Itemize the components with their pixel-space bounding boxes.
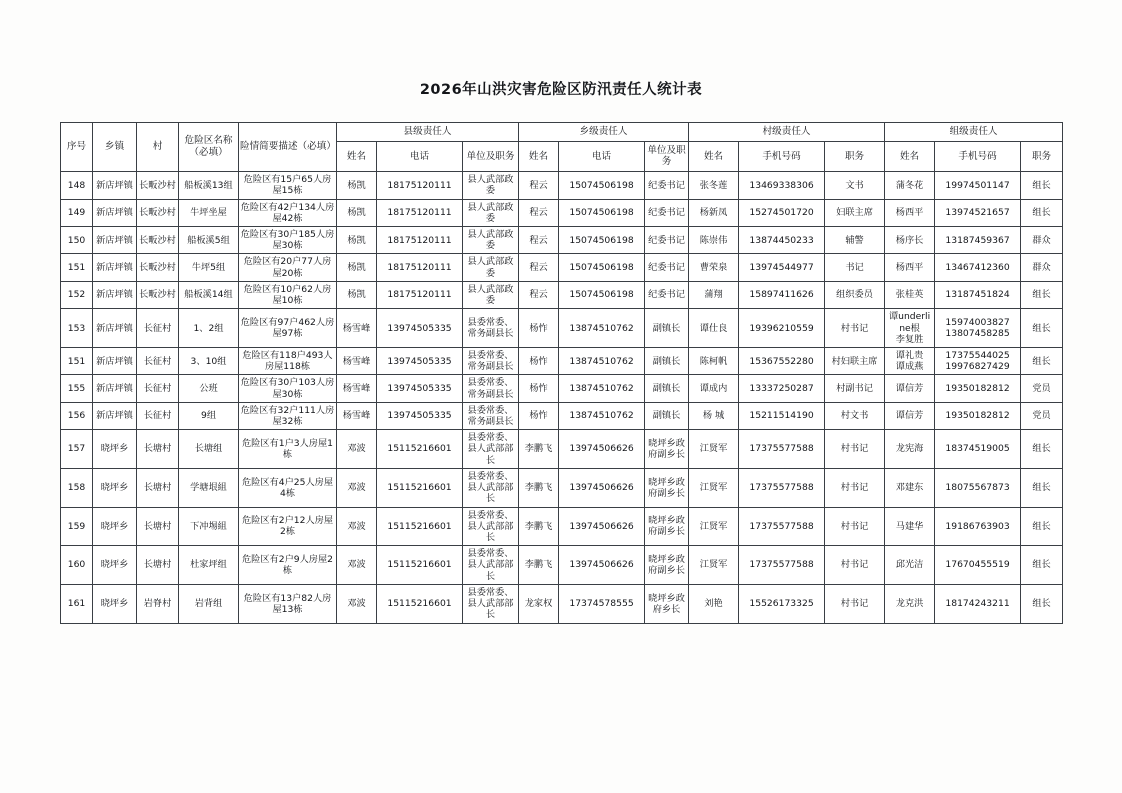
cell-village-duty: 村书记: [825, 468, 885, 507]
cell-village-name: 杨 城: [689, 402, 739, 429]
cell-group-name: 杨序长: [885, 226, 935, 253]
cell-seq: 153: [61, 309, 93, 348]
cell-zone: 岩背组: [179, 584, 239, 623]
cell-township-unit: 纪委书记: [645, 226, 689, 253]
table-row: [61, 281, 1063, 308]
cell-township-name: 李鹏飞: [519, 468, 559, 507]
cell-village-duty: 村妇联主席: [825, 347, 885, 374]
cell-zone: 1、2组: [179, 309, 239, 348]
cell-village-duty: 村书记: [825, 546, 885, 585]
table-row: [61, 430, 1063, 469]
cell-township-phone: 15074506198: [559, 254, 645, 281]
header-county-unit: 单位及职务: [463, 141, 519, 171]
cell-seq: 155: [61, 375, 93, 402]
cell-county-name: 邓波: [337, 584, 377, 623]
header-group-name: 姓名: [885, 141, 935, 171]
cell-group-duty: 群众: [1021, 226, 1063, 253]
cell-village-name: 陈柯帆: [689, 347, 739, 374]
cell-group-phone: 13187451824: [935, 281, 1021, 308]
header-group-phone: 手机号码: [935, 141, 1021, 171]
cell-village: 岩脊村: [137, 584, 179, 623]
cell-zone: 杜家坪组: [179, 546, 239, 585]
cell-township-unit: 纪委书记: [645, 172, 689, 199]
cell-village-name: 谭成内: [689, 375, 739, 402]
cell-township-phone: 17374578555: [559, 584, 645, 623]
header-town: 乡镇: [93, 123, 137, 172]
cell-county-phone: 18175120111: [377, 281, 463, 308]
header-township-name: 姓名: [519, 141, 559, 171]
cell-village-phone: 15211514190: [739, 402, 825, 429]
cell-county-unit: 县委常委、县人武部部长: [463, 430, 519, 469]
cell-county-phone: 18175120111: [377, 254, 463, 281]
cell-county-unit: 县委常委、常务副县长: [463, 309, 519, 348]
cell-group-name: 蒲冬花: [885, 172, 935, 199]
cell-group-duty: 组长: [1021, 507, 1063, 546]
cell-group-duty: 组长: [1021, 199, 1063, 226]
table-body: [61, 172, 1063, 623]
header-county-name: 姓名: [337, 141, 377, 171]
cell-zone: 船板溪5组: [179, 226, 239, 253]
cell-town: 晓坪乡: [93, 584, 137, 623]
cell-group-duty: 组长: [1021, 172, 1063, 199]
header-village-duty: 职务: [825, 141, 885, 171]
cell-village: 长征村: [137, 309, 179, 348]
cell-county-name: 杨凯: [337, 172, 377, 199]
cell-village-phone: 17375577588: [739, 468, 825, 507]
cell-county-phone: 18175120111: [377, 172, 463, 199]
cell-village: 长畈沙村: [137, 226, 179, 253]
cell-desc: 危险区有118户493人房屋118栋: [239, 347, 337, 374]
cell-county-name: 杨雪峰: [337, 309, 377, 348]
cell-village-name: 刘艳: [689, 584, 739, 623]
cell-county-unit: 县委常委、县人武部部长: [463, 468, 519, 507]
cell-township-name: 程云: [519, 172, 559, 199]
cell-group-phone: 19350182812: [935, 402, 1021, 429]
cell-village-name: 蒲翔: [689, 281, 739, 308]
cell-village-name: 江贤军: [689, 546, 739, 585]
cell-county-unit: 县委常委、县人武部部长: [463, 507, 519, 546]
cell-village-duty: 村文书: [825, 402, 885, 429]
table-row: [61, 584, 1063, 623]
cell-group-duty: 党员: [1021, 402, 1063, 429]
cell-township-phone: 15074506198: [559, 281, 645, 308]
cell-village-duty: 村书记: [825, 309, 885, 348]
cell-county-phone: 15115216601: [377, 430, 463, 469]
cell-zone: 船板溪13组: [179, 172, 239, 199]
cell-township-phone: 13974506626: [559, 430, 645, 469]
cell-township-name: 程云: [519, 199, 559, 226]
cell-town: 新店坪镇: [93, 402, 137, 429]
cell-desc: 危险区有30户185人房屋30栋: [239, 226, 337, 253]
cell-group-name: 张桂英: [885, 281, 935, 308]
cell-village-name: 江贤军: [689, 430, 739, 469]
table-row: [61, 226, 1063, 253]
header-village-phone: 手机号码: [739, 141, 825, 171]
header-seq: 序号: [61, 123, 93, 172]
cell-county-name: 邓波: [337, 507, 377, 546]
cell-town: 新店坪镇: [93, 226, 137, 253]
cell-village-phone: 17375577588: [739, 430, 825, 469]
cell-group-phone: 19350182812: [935, 375, 1021, 402]
cell-seq: 158: [61, 468, 93, 507]
cell-township-unit: 晓坪乡政府乡长: [645, 584, 689, 623]
cell-county-phone: 13974505335: [377, 347, 463, 374]
cell-village-duty: 书记: [825, 254, 885, 281]
cell-group-phone: 18374519005: [935, 430, 1021, 469]
cell-group-phone: 13467412360: [935, 254, 1021, 281]
cell-desc: 危险区有30户103人房屋30栋: [239, 375, 337, 402]
cell-county-phone: 18175120111: [377, 199, 463, 226]
cell-town: 新店坪镇: [93, 172, 137, 199]
cell-desc: 危险区有4户25人房屋4栋: [239, 468, 337, 507]
group-header-village: 村级责任人: [689, 123, 885, 142]
cell-town: 新店坪镇: [93, 281, 137, 308]
cell-township-unit: 副镇长: [645, 309, 689, 348]
cell-village-phone: 19396210559: [739, 309, 825, 348]
cell-county-unit: 县委常委、常务副县长: [463, 402, 519, 429]
cell-desc: 危险区有42户134人房屋42栋: [239, 199, 337, 226]
cell-county-name: 杨雪峰: [337, 375, 377, 402]
cell-township-phone: 15074506198: [559, 199, 645, 226]
cell-township-unit: 晓坪乡政府副乡长: [645, 468, 689, 507]
cell-county-unit: 县委常委、常务副县长: [463, 375, 519, 402]
cell-group-name: 马建华: [885, 507, 935, 546]
cell-township-name: 杨怍: [519, 347, 559, 374]
cell-village-duty: 村书记: [825, 584, 885, 623]
cell-township-phone: 13874510762: [559, 347, 645, 374]
cell-village-duty: 妇联主席: [825, 199, 885, 226]
table-row: [61, 375, 1063, 402]
cell-village-name: 张冬莲: [689, 172, 739, 199]
cell-county-name: 杨凯: [337, 226, 377, 253]
cell-group-name: 邓建东: [885, 468, 935, 507]
cell-township-name: 程云: [519, 254, 559, 281]
cell-town: 晓坪乡: [93, 468, 137, 507]
cell-village: 长畈沙村: [137, 199, 179, 226]
cell-county-phone: 15115216601: [377, 468, 463, 507]
table-row: [61, 309, 1063, 348]
header-group-duty: 职务: [1021, 141, 1063, 171]
cell-village-name: 江贤军: [689, 507, 739, 546]
cell-group-name: 谭礼贵 谭成燕: [885, 347, 935, 374]
cell-township-phone: 13874510762: [559, 402, 645, 429]
cell-group-name: 谭underline根 李复胜: [885, 309, 935, 348]
responsibility-table-container: [60, 122, 1062, 624]
group-header-county: 县级责任人: [337, 123, 519, 142]
cell-town: 新店坪镇: [93, 254, 137, 281]
cell-village-phone: 15367552280: [739, 347, 825, 374]
cell-group-duty: 组长: [1021, 430, 1063, 469]
cell-village: 长塘村: [137, 468, 179, 507]
cell-county-name: 杨凯: [337, 254, 377, 281]
cell-township-phone: 13974506626: [559, 546, 645, 585]
cell-zone: 学塘垠組: [179, 468, 239, 507]
cell-township-phone: 15074506198: [559, 172, 645, 199]
header-village-name: 姓名: [689, 141, 739, 171]
header-desc: 险情简要描述（必填）: [239, 123, 337, 172]
cell-township-name: 杨怍: [519, 309, 559, 348]
group-header-group: 组级责任人: [885, 123, 1063, 142]
cell-zone: 公班: [179, 375, 239, 402]
cell-county-unit: 县人武部政委: [463, 199, 519, 226]
cell-zone: 船板溪14组: [179, 281, 239, 308]
cell-desc: 危险区有1户3人房屋1栋: [239, 430, 337, 469]
table-row: [61, 254, 1063, 281]
cell-township-unit: 副镇长: [645, 402, 689, 429]
table-row: [61, 507, 1063, 546]
cell-county-name: 邓波: [337, 430, 377, 469]
cell-county-phone: 18175120111: [377, 226, 463, 253]
cell-township-unit: 副镇长: [645, 375, 689, 402]
cell-seq: 149: [61, 199, 93, 226]
cell-desc: 危险区有32户111人房屋32栋: [239, 402, 337, 429]
cell-county-unit: 县委常委、常务副县长: [463, 347, 519, 374]
cell-county-phone: 13974505335: [377, 402, 463, 429]
cell-township-unit: 纪委书记: [645, 254, 689, 281]
cell-group-name: 谭信芳: [885, 402, 935, 429]
cell-township-name: 龙家权: [519, 584, 559, 623]
cell-group-phone: 18174243211: [935, 584, 1021, 623]
cell-village-phone: 13337250287: [739, 375, 825, 402]
cell-village-duty: 辅警: [825, 226, 885, 253]
cell-township-name: 李鹏飞: [519, 546, 559, 585]
cell-desc: 危险区有20户77人房屋20栋: [239, 254, 337, 281]
table-row: [61, 199, 1063, 226]
cell-village-phone: 15897411626: [739, 281, 825, 308]
header-village: 村: [137, 123, 179, 172]
cell-desc: 危险区有10户62人房屋10栋: [239, 281, 337, 308]
cell-group-name: 杨西平: [885, 199, 935, 226]
cell-township-unit: 纪委书记: [645, 281, 689, 308]
header-zone: 危险区名称（必填）: [179, 123, 239, 172]
cell-village: 长畈沙村: [137, 281, 179, 308]
cell-seq: 157: [61, 430, 93, 469]
cell-township-name: 李鹏飞: [519, 430, 559, 469]
cell-town: 新店坪镇: [93, 347, 137, 374]
cell-group-phone: 13187459367: [935, 226, 1021, 253]
cell-seq: 148: [61, 172, 93, 199]
cell-township-unit: 晓坪乡政府副乡长: [645, 546, 689, 585]
cell-zone: 牛坪5组: [179, 254, 239, 281]
cell-township-name: 李鹏飞: [519, 507, 559, 546]
cell-desc: 危险区有15户65人房屋15栋: [239, 172, 337, 199]
cell-seq: 159: [61, 507, 93, 546]
cell-county-phone: 13974505335: [377, 375, 463, 402]
cell-desc: 危险区有97户462人房屋97栋: [239, 309, 337, 348]
cell-seq: 161: [61, 584, 93, 623]
cell-seq: 160: [61, 546, 93, 585]
cell-village: 长畈沙村: [137, 254, 179, 281]
cell-group-duty: 组长: [1021, 281, 1063, 308]
cell-village: 长征村: [137, 347, 179, 374]
cell-county-name: 杨凯: [337, 199, 377, 226]
cell-village: 长征村: [137, 375, 179, 402]
cell-township-unit: 副镇长: [645, 347, 689, 374]
cell-group-duty: 党员: [1021, 375, 1063, 402]
cell-county-phone: 13974505335: [377, 309, 463, 348]
cell-group-name: 杨西平: [885, 254, 935, 281]
cell-township-name: 程云: [519, 226, 559, 253]
cell-group-name: 龙宪海: [885, 430, 935, 469]
cell-town: 晓坪乡: [93, 546, 137, 585]
cell-township-phone: 15074506198: [559, 226, 645, 253]
cell-village-phone: 13874450233: [739, 226, 825, 253]
cell-village-duty: 组织委员: [825, 281, 885, 308]
cell-village-name: 杨新凤: [689, 199, 739, 226]
cell-town: 晓坪乡: [93, 507, 137, 546]
cell-seq: 152: [61, 281, 93, 308]
cell-village-name: 谭仕良: [689, 309, 739, 348]
table-row: [61, 468, 1063, 507]
cell-county-name: 杨凯: [337, 281, 377, 308]
cell-zone: 9组: [179, 402, 239, 429]
cell-seq: 151: [61, 347, 93, 374]
cell-county-unit: 县人武部政委: [463, 226, 519, 253]
cell-group-phone: 19186763903: [935, 507, 1021, 546]
header-county-phone: 电话: [377, 141, 463, 171]
page-title: 2026年山洪灾害危险区防汛责任人统计表: [419, 82, 703, 98]
cell-zone: 下冲埸組: [179, 507, 239, 546]
cell-town: 新店坪镇: [93, 375, 137, 402]
table-header: [61, 123, 1063, 172]
cell-group-duty: 群众: [1021, 254, 1063, 281]
cell-township-phone: 13974506626: [559, 507, 645, 546]
cell-county-unit: 县委常委、县人武部部长: [463, 546, 519, 585]
cell-county-unit: 县委常委、县人武部部长: [463, 584, 519, 623]
cell-village-duty: 村书记: [825, 430, 885, 469]
cell-seq: 151: [61, 254, 93, 281]
cell-group-phone: 13974521657: [935, 199, 1021, 226]
header-township-unit: 单位及职务: [645, 141, 689, 171]
cell-village-duty: 村副书记: [825, 375, 885, 402]
cell-seq: 156: [61, 402, 93, 429]
cell-township-phone: 13874510762: [559, 309, 645, 348]
responsibility-table: [60, 122, 1063, 624]
cell-township-name: 杨怍: [519, 402, 559, 429]
cell-group-phone: 19974501147: [935, 172, 1021, 199]
cell-village-name: 曹荣泉: [689, 254, 739, 281]
cell-county-unit: 县人武部政委: [463, 172, 519, 199]
cell-township-unit: 晓坪乡政府副乡长: [645, 430, 689, 469]
group-header-township: 乡级责任人: [519, 123, 689, 142]
cell-village: 长塘村: [137, 430, 179, 469]
table-row: [61, 347, 1063, 374]
cell-village-phone: 13974544977: [739, 254, 825, 281]
cell-county-name: 杨雪峰: [337, 402, 377, 429]
cell-desc: 危险区有2户12人房屋2栋: [239, 507, 337, 546]
cell-county-unit: 县人武部政委: [463, 254, 519, 281]
cell-village-name: 江贤军: [689, 468, 739, 507]
table-row: [61, 402, 1063, 429]
cell-town: 晓坪乡: [93, 430, 137, 469]
cell-desc: 危险区有13户82人房屋13栋: [239, 584, 337, 623]
cell-village: 长征村: [137, 402, 179, 429]
cell-group-duty: 组长: [1021, 546, 1063, 585]
cell-desc: 危险区有2户9人房屋2栋: [239, 546, 337, 585]
cell-zone: 3、10组: [179, 347, 239, 374]
cell-town: 新店坪镇: [93, 199, 137, 226]
cell-village-duty: 文书: [825, 172, 885, 199]
cell-group-duty: 组长: [1021, 309, 1063, 348]
cell-township-phone: 13974506626: [559, 468, 645, 507]
cell-group-name: 龙克洪: [885, 584, 935, 623]
cell-county-unit: 县人武部政委: [463, 281, 519, 308]
cell-group-name: 邱光洁: [885, 546, 935, 585]
cell-village: 长塘村: [137, 507, 179, 546]
cell-village-phone: 13469338306: [739, 172, 825, 199]
cell-group-phone: 18075567873: [935, 468, 1021, 507]
cell-zone: 长塘组: [179, 430, 239, 469]
cell-group-phone: 17375544025 19976827429: [935, 347, 1021, 374]
table-row: [61, 172, 1063, 199]
cell-village-phone: 17375577588: [739, 546, 825, 585]
table-group-header-row: [61, 123, 1063, 142]
cell-township-phone: 13874510762: [559, 375, 645, 402]
cell-group-name: 谭信芳: [885, 375, 935, 402]
cell-town: 新店坪镇: [93, 309, 137, 348]
cell-village-phone: 15274501720: [739, 199, 825, 226]
cell-township-unit: 纪委书记: [645, 199, 689, 226]
cell-township-name: 杨怍: [519, 375, 559, 402]
cell-village-phone: 17375577588: [739, 507, 825, 546]
cell-township-unit: 晓坪乡政府副乡长: [645, 507, 689, 546]
cell-group-duty: 组长: [1021, 347, 1063, 374]
cell-village-phone: 15526173325: [739, 584, 825, 623]
cell-county-phone: 15115216601: [377, 507, 463, 546]
table-row: [61, 546, 1063, 585]
cell-township-name: 程云: [519, 281, 559, 308]
header-township-phone: 电话: [559, 141, 645, 171]
cell-county-phone: 15115216601: [377, 546, 463, 585]
cell-county-phone: 15115216601: [377, 584, 463, 623]
cell-village: 长畈沙村: [137, 172, 179, 199]
cell-group-phone: 15974003827 13807458285: [935, 309, 1021, 348]
cell-county-name: 邓波: [337, 546, 377, 585]
cell-county-name: 杨雪峰: [337, 347, 377, 374]
cell-group-duty: 组长: [1021, 468, 1063, 507]
cell-village-name: 陈崇伟: [689, 226, 739, 253]
cell-seq: 150: [61, 226, 93, 253]
cell-village: 长塘村: [137, 546, 179, 585]
cell-group-phone: 17670455519: [935, 546, 1021, 585]
cell-group-duty: 组长: [1021, 584, 1063, 623]
cell-zone: 牛坪坐屋: [179, 199, 239, 226]
cell-village-duty: 村书记: [825, 507, 885, 546]
cell-county-name: 邓波: [337, 468, 377, 507]
